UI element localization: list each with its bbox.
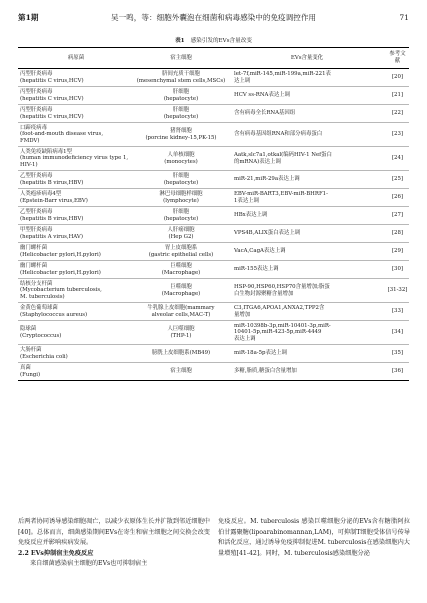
- cell-pathogen: [18, 207, 134, 225]
- cell-host-cell: [134, 225, 228, 243]
- cell-ev-change-line: 表达上调: [234, 335, 256, 342]
- cell-host-cell-line: (porcine kidney-15,PK-15): [145, 134, 217, 141]
- running-header: [18, 12, 409, 24]
- cell-pathogen-line: 丙型肝炎病毒: [20, 88, 53, 95]
- cell-pathogen-line: (Helicobacter pylori,H.pylori): [20, 269, 101, 276]
- cell-host-cell: [134, 105, 228, 123]
- cell-pathogen: [18, 225, 134, 243]
- cell-host-cell-line: 人单核细胞: [167, 151, 195, 158]
- cell-ev-change: [228, 207, 386, 225]
- cell-ev-change-line: 含有病毒全长RNA基因组: [234, 110, 296, 117]
- cell-pathogen-line: (Staphylococcus aureus): [20, 311, 88, 318]
- cell-pathogen-line: 真菌: [20, 364, 31, 371]
- body-paragraph: 后两者协同诱导感染细胞凋亡，以减少衣原体生长并扩散到邻近细胞中[40]。总体而言，细菌感染期间EVs在寄生和宿主细胞之间交换会改变免疫反应并影响疾病发展。: [18, 518, 210, 546]
- cell-ev-change-line: 含有病毒基因组RNA和部分病毒蛋白: [234, 131, 323, 138]
- cell-host-cell-line: (Macrophage): [161, 290, 201, 297]
- cell-pathogen-line: 丙型肝炎病毒: [20, 106, 53, 113]
- cell-host-cell: [134, 363, 228, 381]
- cell-pathogen-line: (hepatitis A virus,HAV): [20, 233, 83, 240]
- page-number: 71: [399, 13, 409, 22]
- column-header-reference: 参考文献: [386, 48, 409, 69]
- cell-host-cell-line: 膀胱上皮细胞系(MB49): [151, 350, 211, 357]
- cell-host-cell-line: 人肝癌细胞: [167, 226, 195, 233]
- cell-host-cell: [134, 261, 228, 279]
- cell-host-cell-line: (lymphocyte): [163, 197, 199, 204]
- cell-host-cell: [134, 321, 228, 345]
- table-row: [18, 207, 409, 225]
- column-header-host-cell: 宿主细胞: [134, 48, 228, 69]
- cell-reference: [36]: [391, 368, 404, 375]
- cell-host-cell-line: (Hep G2): [168, 233, 194, 240]
- cell-reference: [25]: [386, 171, 409, 189]
- cell-pathogen: [18, 279, 134, 303]
- cell-ev-change-line: miR-21,miR-29a表达上调: [234, 176, 300, 183]
- table-row: [18, 123, 409, 147]
- cell-ev-change: [228, 321, 386, 345]
- cell-pathogen-line: FMDV): [20, 137, 40, 144]
- cell-pathogen-line: (Epstein-Barr virus,EBV): [20, 197, 88, 204]
- cell-host-cell-line: alveolar cells,MAC-T): [151, 311, 211, 318]
- cell-pathogen-line: 大肠杆菌: [20, 346, 42, 353]
- cell-ev-change: [228, 363, 386, 381]
- cell-host-cell-line: (THP-1): [170, 332, 192, 339]
- cell-host-cell: [134, 189, 228, 207]
- cell-host-cell: [134, 87, 228, 105]
- cell-host-cell-line: 巨噬细胞: [170, 262, 192, 269]
- cell-ev-change-line: 多糖,脂质,糖蛋白含量增加: [234, 368, 297, 375]
- table-row: [18, 189, 409, 207]
- cell-ev-change: [228, 147, 386, 171]
- cell-host-cell: [134, 147, 228, 171]
- table-caption-label: 表1: [175, 38, 185, 44]
- cell-ev-change-line: 1表达上调: [234, 197, 259, 204]
- cell-pathogen-line: (Mycobacterium tuberculosis,: [20, 287, 102, 294]
- cell-ev-change: [228, 303, 386, 321]
- cell-pathogen-line: 乙型肝炎病毒: [20, 208, 53, 215]
- table-row: [18, 345, 409, 363]
- ev-content-table: [18, 47, 409, 381]
- table-row: [18, 171, 409, 189]
- cell-pathogen: [18, 321, 134, 345]
- cell-ev-change-line: 白生物封源聚糖含量增加: [234, 290, 294, 297]
- cell-ev-change-line: C3,ITGA6,APOA1,ANXA2,TPP2含: [234, 304, 325, 311]
- cell-pathogen-line: (hepatitis B virus,HBV): [20, 179, 84, 186]
- cell-pathogen: [18, 189, 134, 207]
- cell-host-cell: [134, 303, 228, 321]
- cell-ev-change: [228, 87, 386, 105]
- cell-host-cell-line: (Macrophage): [161, 269, 201, 276]
- column-header-pathogen: 病原菌: [18, 48, 134, 69]
- cell-ev-change-line: miR-18a-5p表达上调: [234, 350, 288, 357]
- cell-ev-change-line: EBV-miR-BART3,EBV-miR-BHRF1-: [234, 190, 328, 197]
- body-paragraph: 免疫反应。M. tuberculosis 感染巨噬细胞分泌的EVs含有糖脂阿拉伯甘露聚糖(lipoarabinomannan,LAM)，可抑制T细胞受体信号传导和活化反应，通过诱导免疫抑制促进M. tuberculosis在感染细胞内大量增殖[41-42]。同时，M. tuberculosis感染细胞分泌: [218, 518, 410, 557]
- cell-pathogen-line: (hepatitis C virus,HCV): [20, 95, 84, 102]
- issue-number: 第1期: [18, 13, 39, 22]
- table-row: [18, 279, 409, 303]
- cell-pathogen: [18, 345, 134, 363]
- table-row: [18, 105, 409, 123]
- cell-reference: [30]: [386, 261, 409, 279]
- cell-pathogen: [18, 87, 134, 105]
- cell-host-cell: [134, 243, 228, 261]
- cell-ev-change: [228, 279, 386, 303]
- cell-reference: [31-32]: [386, 279, 409, 303]
- cell-pathogen: [18, 123, 134, 147]
- table-row: [18, 321, 409, 345]
- table-header-row: [18, 48, 409, 69]
- cell-ev-change: [228, 345, 386, 363]
- cell-ev-change-line: VacA,CagA表达上调: [234, 248, 286, 255]
- cell-pathogen-line: 丙型肝炎病毒: [20, 70, 53, 77]
- cell-pathogen-line: (Cryptococcus): [20, 332, 62, 339]
- cell-ev-change-line: let-7f,miR-145,miR-199a,miR-221表: [234, 70, 331, 77]
- cell-ev-change-line: 量增加: [234, 311, 251, 318]
- cell-host-cell-line: (hepatocyte): [163, 215, 199, 222]
- cell-reference: [26]: [386, 189, 409, 207]
- cell-ev-change: [228, 261, 386, 279]
- cell-pathogen-line: (human immunodeficiency virus type 1,: [20, 155, 129, 162]
- cell-ev-change: [228, 69, 386, 87]
- cell-ev-change-line: Aatk,slc7a1,otkal(编码HIV-1 Nef蛋白: [234, 151, 332, 158]
- cell-pathogen-line: (Escherichia coli): [20, 353, 68, 360]
- cell-pathogen-line: 人类疱疹病毒4型: [20, 190, 62, 197]
- cell-pathogen-line: HIV-1): [20, 161, 38, 168]
- cell-host-cell: [134, 123, 228, 147]
- table-body: [18, 69, 409, 381]
- body-column-right: [218, 517, 410, 559]
- cell-pathogen-line: (hepatitis B virus,HBV): [20, 215, 84, 222]
- cell-host-cell: [134, 279, 228, 303]
- cell-pathogen: [18, 363, 134, 381]
- cell-ev-change-line: HSP-90,HSP60,HSP70含量增加;脂蛋: [234, 283, 330, 290]
- cell-host-cell-line: (gastric epithelial cells): [148, 251, 214, 258]
- cell-ev-change: [228, 171, 386, 189]
- cell-pathogen: [18, 171, 134, 189]
- cell-ev-change-line: HCV ss-RNA表达上调: [234, 92, 291, 99]
- cell-pathogen-line: (hepatitis C virus,HCV): [20, 77, 84, 84]
- cell-host-cell: [134, 207, 228, 225]
- cell-pathogen: [18, 69, 134, 87]
- table-caption-text: 感染引发的EVs含量改变: [190, 38, 252, 44]
- cell-ev-change: [228, 123, 386, 147]
- cell-host-cell-line: (hepatocyte): [163, 113, 199, 120]
- cell-host-cell-line: 淋巴母细胞样细胞: [159, 190, 203, 197]
- cell-pathogen-line: 幽门螺杆菌: [20, 244, 47, 251]
- cell-ev-change: [228, 189, 386, 207]
- cell-pathogen-line: (Fungi): [20, 371, 41, 378]
- cell-host-cell-line: (mesenchymal stem cells,MSCs): [136, 77, 226, 84]
- running-title: 吴一鸣，等：细胞外囊泡在细菌和病毒感染中的免疫调控作用: [110, 13, 317, 22]
- cell-host-cell-line: (hepatocyte): [163, 95, 199, 102]
- cell-ev-change: [228, 225, 386, 243]
- table-row: [18, 243, 409, 261]
- cell-host-cell: [134, 69, 228, 87]
- cell-ev-change-line: 的mRNA)表达上调: [234, 158, 281, 165]
- cell-ev-change: [228, 105, 386, 123]
- cell-reference: [24]: [386, 147, 409, 171]
- cell-reference: [23]: [386, 123, 409, 147]
- cell-host-cell: [134, 345, 228, 363]
- cell-pathogen: [18, 105, 134, 123]
- cell-host-cell-line: (monocytes): [164, 158, 198, 165]
- cell-host-cell-line: 巨噬细胞: [170, 283, 192, 290]
- cell-host-cell-line: 人巨噬细胞: [167, 325, 195, 332]
- cell-ev-change-line: 达上调: [234, 77, 251, 84]
- cell-host-cell-line: 猪肾细胞: [170, 127, 192, 134]
- cell-pathogen-line: 结核分支杆菌: [20, 280, 53, 287]
- cell-ev-change-line: miR-155表达上调: [234, 266, 279, 273]
- cell-reference: [28]: [386, 225, 409, 243]
- cell-host-cell-line: 肝细胞: [172, 106, 190, 113]
- table-row: [18, 303, 409, 321]
- cell-host-cell-line: 肝细胞: [172, 172, 190, 179]
- cell-pathogen-line: 隐球菌: [20, 325, 37, 332]
- cell-host-cell: [134, 171, 228, 189]
- cell-pathogen-line: 人类免疫缺陷病毒1型: [20, 148, 72, 155]
- cell-reference: [33]: [386, 303, 409, 321]
- cell-ev-change-line: miR-10398b-3p,miR-10401-3p,miR-: [234, 322, 331, 329]
- cell-pathogen-line: (Helicobacter pylori,H.pylori): [20, 251, 101, 258]
- cell-pathogen-line: 幽门螺杆菌: [20, 262, 47, 269]
- cell-host-cell-line: 牛乳腺上皮细胞(mammary: [147, 304, 215, 311]
- cell-reference: [20]: [386, 69, 409, 87]
- cell-host-cell-line: 胃上皮细胞系: [164, 244, 198, 251]
- section-heading: 2.2 EVs抑制宿主免疫反应: [18, 549, 94, 557]
- cell-ev-change: [228, 243, 386, 261]
- cell-reference: [22]: [386, 105, 409, 123]
- cell-pathogen: [18, 303, 134, 321]
- cell-pathogen: [18, 261, 134, 279]
- table-row: [18, 225, 409, 243]
- table-caption: [18, 37, 409, 46]
- cell-ev-change-line: 10401-5p,miR-423-5p,miR-4449: [234, 329, 322, 336]
- cell-ev-change-line: VPS4B,ALIX蛋白表达上调: [234, 230, 301, 237]
- cell-pathogen-line: M. tuberculosis): [20, 293, 65, 300]
- table-row: [18, 261, 409, 279]
- cell-pathogen-line: 金黄色葡萄球菌: [20, 304, 58, 311]
- column-header-ev-change: EVs含量变化: [228, 48, 386, 69]
- cell-reference: [21]: [386, 87, 409, 105]
- cell-pathogen: [18, 243, 134, 261]
- cell-host-cell-line: 宿主细胞: [170, 368, 192, 375]
- body-column-left: [18, 517, 210, 570]
- table-row: [18, 87, 409, 105]
- cell-pathogen-line: (foot-and-mouth disease virus,: [20, 131, 104, 138]
- cell-host-cell-line: (hepatocyte): [163, 179, 199, 186]
- cell-pathogen-line: 口蹄疫病毒: [20, 124, 47, 131]
- table-row: [18, 363, 409, 381]
- table-row: [18, 69, 409, 87]
- cell-reference: [35]: [386, 345, 409, 363]
- body-paragraph: 来自细菌感染宿主细胞的EVs也可抑制宿主: [30, 560, 148, 567]
- cell-pathogen-line: 乙型肝炎病毒: [20, 172, 53, 179]
- cell-reference: [29]: [386, 243, 409, 261]
- cell-pathogen: [18, 147, 134, 171]
- cell-reference: [27]: [386, 207, 409, 225]
- cell-pathogen-line: (hepatitis C virus,HCV): [20, 113, 84, 120]
- cell-host-cell-line: 脐间充质干细胞: [162, 70, 200, 77]
- cell-ev-change-line: HBx表达上调: [234, 212, 268, 219]
- table-row: [18, 147, 409, 171]
- cell-host-cell-line: 肝细胞: [172, 88, 190, 95]
- cell-reference: [34]: [386, 321, 409, 345]
- cell-host-cell-line: 肝细胞: [172, 208, 190, 215]
- cell-pathogen-line: 甲型肝炎病毒: [20, 226, 53, 233]
